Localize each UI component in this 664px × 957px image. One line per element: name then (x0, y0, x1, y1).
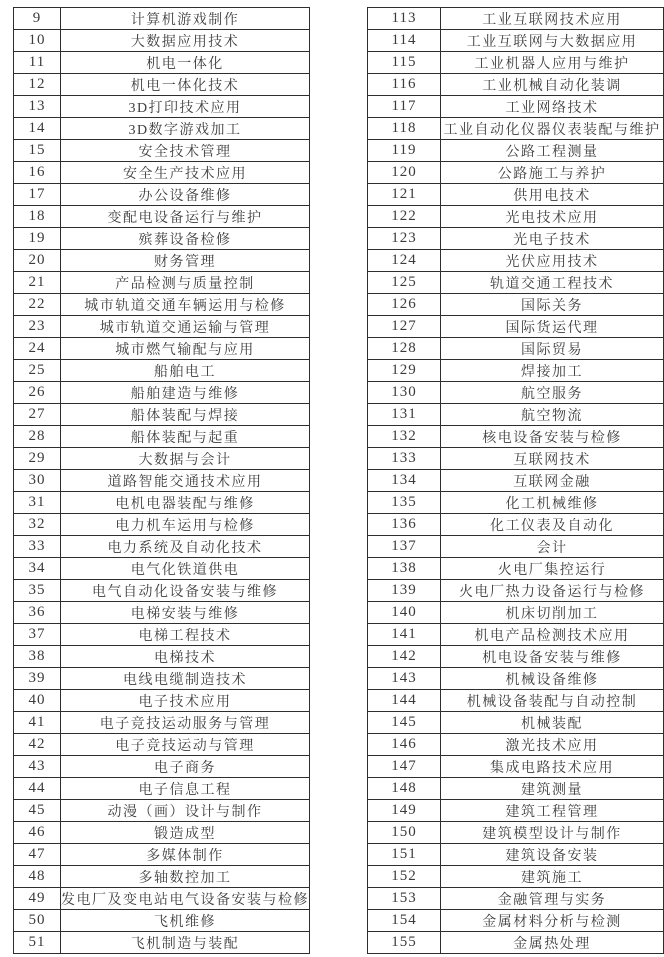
program-name-cell: 机电一体化技术 (61, 74, 310, 96)
table-row (368, 756, 664, 778)
table-row (368, 778, 664, 800)
program-name-cell: 机械设备维修 (441, 668, 664, 690)
row-number-cell: 31 (14, 492, 61, 514)
table-row (14, 712, 310, 734)
table-row (368, 866, 664, 888)
row-number-cell: 44 (14, 778, 61, 800)
row-number-cell: 30 (14, 470, 61, 492)
program-name-cell: 城市轨道交通车辆运用与检修 (61, 294, 310, 316)
row-number-cell: 37 (14, 624, 61, 646)
table-row (368, 316, 664, 338)
table-row (368, 118, 664, 140)
row-number-cell: 45 (14, 800, 61, 822)
table-row (368, 690, 664, 712)
program-name-cell: 工业自动化仪器仪表装配与维护 (441, 118, 664, 140)
row-number-cell: 154 (368, 910, 441, 932)
program-name-cell: 国际贸易 (441, 338, 664, 360)
table-row (14, 294, 310, 316)
program-name-cell: 光电技术应用 (441, 206, 664, 228)
row-number-cell: 120 (368, 162, 441, 184)
table-row (368, 932, 664, 954)
row-number-cell: 148 (368, 778, 441, 800)
table-row (14, 184, 310, 206)
row-number-cell: 137 (368, 536, 441, 558)
table-row (14, 932, 310, 954)
row-number-cell: 150 (368, 822, 441, 844)
table-row (368, 492, 664, 514)
program-name-cell: 电梯安装与维修 (61, 602, 310, 624)
row-number-cell: 47 (14, 844, 61, 866)
row-number-cell: 13 (14, 96, 61, 118)
program-name-cell: 集成电路技术应用 (441, 756, 664, 778)
program-name-cell: 产品检测与质量控制 (61, 272, 310, 294)
table-row (368, 910, 664, 932)
program-name-cell: 机电设备安装与维修 (441, 646, 664, 668)
table-row (14, 536, 310, 558)
table-row (14, 426, 310, 448)
row-number-cell: 113 (368, 8, 441, 30)
row-number-cell: 123 (368, 228, 441, 250)
row-number-cell: 48 (14, 866, 61, 888)
row-number-cell: 26 (14, 382, 61, 404)
table-row (14, 140, 310, 162)
row-number-cell: 146 (368, 734, 441, 756)
program-name-cell: 多媒体制作 (61, 844, 310, 866)
table-row (368, 536, 664, 558)
table-row (368, 8, 664, 30)
program-name-cell: 公路施工与养护 (441, 162, 664, 184)
program-name-cell: 道路智能交通技术应用 (61, 470, 310, 492)
row-number-cell: 22 (14, 294, 61, 316)
table-row (368, 734, 664, 756)
table-row (368, 580, 664, 602)
row-number-cell: 40 (14, 690, 61, 712)
table-row (368, 96, 664, 118)
row-number-cell: 43 (14, 756, 61, 778)
program-name-cell: 机电一体化 (61, 52, 310, 74)
table-row (14, 844, 310, 866)
row-number-cell: 9 (14, 8, 61, 30)
row-number-cell: 49 (14, 888, 61, 910)
program-name-cell: 机械装配 (441, 712, 664, 734)
program-name-cell: 飞机维修 (61, 910, 310, 932)
row-number-cell: 23 (14, 316, 61, 338)
table-row (14, 448, 310, 470)
program-name-cell: 互联网金融 (441, 470, 664, 492)
program-name-cell: 3D打印技术应用 (61, 96, 310, 118)
table-row (368, 514, 664, 536)
row-number-cell: 138 (368, 558, 441, 580)
program-name-cell: 电力机车运用与检修 (61, 514, 310, 536)
row-number-cell: 11 (14, 52, 61, 74)
table-row (368, 448, 664, 470)
program-name-cell: 航空物流 (441, 404, 664, 426)
row-number-cell: 29 (14, 448, 61, 470)
table-row (14, 558, 310, 580)
table-row (14, 228, 310, 250)
row-number-cell: 24 (14, 338, 61, 360)
table-row (368, 602, 664, 624)
program-name-cell: 城市燃气输配与应用 (61, 338, 310, 360)
row-number-cell: 126 (368, 294, 441, 316)
program-name-cell: 电子竞技运动与管理 (61, 734, 310, 756)
program-name-cell: 公路工程测量 (441, 140, 664, 162)
program-name-cell: 光电子技术 (441, 228, 664, 250)
program-name-cell: 发电厂及变电站电气设备安装与检修 (61, 888, 310, 910)
program-name-cell: 工业互联网技术应用 (441, 8, 664, 30)
program-name-cell: 轨道交通工程技术 (441, 272, 664, 294)
row-number-cell: 18 (14, 206, 61, 228)
row-number-cell: 25 (14, 360, 61, 382)
table-row (14, 8, 310, 30)
table-row (14, 360, 310, 382)
table-row (368, 800, 664, 822)
row-number-cell: 14 (14, 118, 61, 140)
program-table-right-body (368, 8, 664, 954)
program-name-cell: 船体装配与焊接 (61, 404, 310, 426)
row-number-cell: 42 (14, 734, 61, 756)
table-row (368, 558, 664, 580)
program-name-cell: 城市轨道交通运输与管理 (61, 316, 310, 338)
row-number-cell: 119 (368, 140, 441, 162)
program-name-cell: 机械设备装配与自动控制 (441, 690, 664, 712)
program-name-cell: 变配电设备运行与维护 (61, 206, 310, 228)
table-row (368, 162, 664, 184)
table-row (368, 426, 664, 448)
table-row (368, 382, 664, 404)
program-name-cell: 国际货运代理 (441, 316, 664, 338)
program-name-cell: 电子技术应用 (61, 690, 310, 712)
table-row (14, 910, 310, 932)
program-name-cell: 建筑施工 (441, 866, 664, 888)
table-row (14, 866, 310, 888)
row-number-cell: 134 (368, 470, 441, 492)
row-number-cell: 129 (368, 360, 441, 382)
program-name-cell: 会计 (441, 536, 664, 558)
row-number-cell: 122 (368, 206, 441, 228)
table-row (14, 888, 310, 910)
program-name-cell: 核电设备安装与检修 (441, 426, 664, 448)
row-number-cell: 115 (368, 52, 441, 74)
table-row (14, 778, 310, 800)
table-row (368, 470, 664, 492)
row-number-cell: 28 (14, 426, 61, 448)
program-name-cell: 建筑测量 (441, 778, 664, 800)
table-row (368, 844, 664, 866)
row-number-cell: 152 (368, 866, 441, 888)
program-table-right (367, 7, 664, 954)
table-row (14, 272, 310, 294)
row-number-cell: 12 (14, 74, 61, 96)
program-name-cell: 电子竞技运动服务与管理 (61, 712, 310, 734)
program-name-cell: 安全生产技术应用 (61, 162, 310, 184)
program-name-cell: 焊接加工 (441, 360, 664, 382)
program-name-cell: 金属热处理 (441, 932, 664, 954)
table-row (14, 74, 310, 96)
row-number-cell: 125 (368, 272, 441, 294)
program-name-cell: 电力系统及自动化技术 (61, 536, 310, 558)
table-row (14, 646, 310, 668)
table-row (14, 118, 310, 140)
row-number-cell: 127 (368, 316, 441, 338)
program-name-cell: 电梯工程技术 (61, 624, 310, 646)
row-number-cell: 139 (368, 580, 441, 602)
program-name-cell: 火电厂集控运行 (441, 558, 664, 580)
table-row (14, 734, 310, 756)
table-row (14, 668, 310, 690)
table-row (368, 272, 664, 294)
program-name-cell: 电子信息工程 (61, 778, 310, 800)
row-number-cell: 118 (368, 118, 441, 140)
program-name-cell: 供用电技术 (441, 184, 664, 206)
row-number-cell: 141 (368, 624, 441, 646)
row-number-cell: 147 (368, 756, 441, 778)
program-name-cell: 殡葬设备检修 (61, 228, 310, 250)
program-name-cell: 飞机制造与装配 (61, 932, 310, 954)
program-name-cell: 化工机械维修 (441, 492, 664, 514)
program-name-cell: 电梯技术 (61, 646, 310, 668)
table-row (368, 646, 664, 668)
row-number-cell: 35 (14, 580, 61, 602)
row-number-cell: 38 (14, 646, 61, 668)
program-name-cell: 互联网技术 (441, 448, 664, 470)
program-table-left (13, 7, 310, 954)
program-name-cell: 计算机游戏制作 (61, 8, 310, 30)
table-row (14, 580, 310, 602)
program-name-cell: 船舶建造与维修 (61, 382, 310, 404)
row-number-cell: 130 (368, 382, 441, 404)
row-number-cell: 145 (368, 712, 441, 734)
table-row (14, 602, 310, 624)
table-row (368, 74, 664, 96)
program-name-cell: 机电产品检测技术应用 (441, 624, 664, 646)
program-name-cell: 电线电缆制造技术 (61, 668, 310, 690)
table-row (14, 800, 310, 822)
row-number-cell: 133 (368, 448, 441, 470)
row-number-cell: 151 (368, 844, 441, 866)
row-number-cell: 41 (14, 712, 61, 734)
table-row (368, 888, 664, 910)
row-number-cell: 142 (368, 646, 441, 668)
table-row (14, 514, 310, 536)
table-row (14, 338, 310, 360)
program-name-cell: 金融管理与实务 (441, 888, 664, 910)
row-number-cell: 117 (368, 96, 441, 118)
program-name-cell: 财务管理 (61, 250, 310, 272)
program-name-cell: 3D数字游戏加工 (61, 118, 310, 140)
row-number-cell: 16 (14, 162, 61, 184)
table-row (14, 404, 310, 426)
program-name-cell: 火电厂热力设备运行与检修 (441, 580, 664, 602)
row-number-cell: 128 (368, 338, 441, 360)
table-row (14, 822, 310, 844)
table-row (14, 30, 310, 52)
program-name-cell: 电气自动化设备安装与维修 (61, 580, 310, 602)
program-name-cell: 工业机器人应用与维护 (441, 52, 664, 74)
table-row (14, 250, 310, 272)
table-row (14, 382, 310, 404)
table-row (368, 338, 664, 360)
row-number-cell: 34 (14, 558, 61, 580)
row-number-cell: 46 (14, 822, 61, 844)
table-row (368, 294, 664, 316)
row-number-cell: 136 (368, 514, 441, 536)
table-row (368, 184, 664, 206)
program-name-cell: 电子商务 (61, 756, 310, 778)
row-number-cell: 121 (368, 184, 441, 206)
row-number-cell: 51 (14, 932, 61, 954)
program-name-cell: 工业互联网与大数据应用 (441, 30, 664, 52)
program-name-cell: 多轴数控加工 (61, 866, 310, 888)
program-name-cell: 激光技术应用 (441, 734, 664, 756)
program-name-cell: 电气化铁道供电 (61, 558, 310, 580)
row-number-cell: 143 (368, 668, 441, 690)
table-row (14, 316, 310, 338)
program-name-cell: 船舶电工 (61, 360, 310, 382)
table-row (14, 492, 310, 514)
program-name-cell: 建筑设备安装 (441, 844, 664, 866)
program-name-cell: 安全技术管理 (61, 140, 310, 162)
row-number-cell: 17 (14, 184, 61, 206)
program-name-cell: 工业机械自动化装调 (441, 74, 664, 96)
table-row (368, 52, 664, 74)
row-number-cell: 124 (368, 250, 441, 272)
program-name-cell: 光伏应用技术 (441, 250, 664, 272)
table-row (14, 52, 310, 74)
program-name-cell: 航空服务 (441, 382, 664, 404)
table-row (368, 140, 664, 162)
row-number-cell: 155 (368, 932, 441, 954)
table-row (368, 228, 664, 250)
row-number-cell: 20 (14, 250, 61, 272)
table-row (368, 624, 664, 646)
table-row (14, 206, 310, 228)
row-number-cell: 114 (368, 30, 441, 52)
row-number-cell: 15 (14, 140, 61, 162)
row-number-cell: 140 (368, 602, 441, 624)
table-row (368, 712, 664, 734)
table-row (368, 822, 664, 844)
table-row (14, 470, 310, 492)
program-name-cell: 建筑模型设计与制作 (441, 822, 664, 844)
row-number-cell: 131 (368, 404, 441, 426)
table-row (368, 250, 664, 272)
table-row (368, 206, 664, 228)
row-number-cell: 32 (14, 514, 61, 536)
row-number-cell: 153 (368, 888, 441, 910)
table-row (14, 756, 310, 778)
row-number-cell: 19 (14, 228, 61, 250)
row-number-cell: 27 (14, 404, 61, 426)
row-number-cell: 39 (14, 668, 61, 690)
row-number-cell: 36 (14, 602, 61, 624)
program-name-cell: 机床切削加工 (441, 602, 664, 624)
program-name-cell: 工业网络技术 (441, 96, 664, 118)
table-row (14, 690, 310, 712)
row-number-cell: 135 (368, 492, 441, 514)
row-number-cell: 10 (14, 30, 61, 52)
program-name-cell: 大数据应用技术 (61, 30, 310, 52)
program-name-cell: 锻造成型 (61, 822, 310, 844)
table-row (14, 624, 310, 646)
program-name-cell: 动漫（画）设计与制作 (61, 800, 310, 822)
program-table-left-body (14, 8, 310, 954)
program-name-cell: 化工仪表及自动化 (441, 514, 664, 536)
table-row (368, 30, 664, 52)
table-row (14, 96, 310, 118)
program-name-cell: 建筑工程管理 (441, 800, 664, 822)
program-name-cell: 船体装配与起重 (61, 426, 310, 448)
program-name-cell: 金属材料分析与检测 (441, 910, 664, 932)
program-name-cell: 大数据与会计 (61, 448, 310, 470)
row-number-cell: 116 (368, 74, 441, 96)
table-row (368, 360, 664, 382)
program-name-cell: 电机电器装配与维修 (61, 492, 310, 514)
table-row (368, 404, 664, 426)
program-name-cell: 国际关务 (441, 294, 664, 316)
row-number-cell: 149 (368, 800, 441, 822)
table-row (14, 162, 310, 184)
row-number-cell: 50 (14, 910, 61, 932)
row-number-cell: 144 (368, 690, 441, 712)
table-row (368, 668, 664, 690)
row-number-cell: 21 (14, 272, 61, 294)
row-number-cell: 132 (368, 426, 441, 448)
row-number-cell: 33 (14, 536, 61, 558)
program-name-cell: 办公设备维修 (61, 184, 310, 206)
